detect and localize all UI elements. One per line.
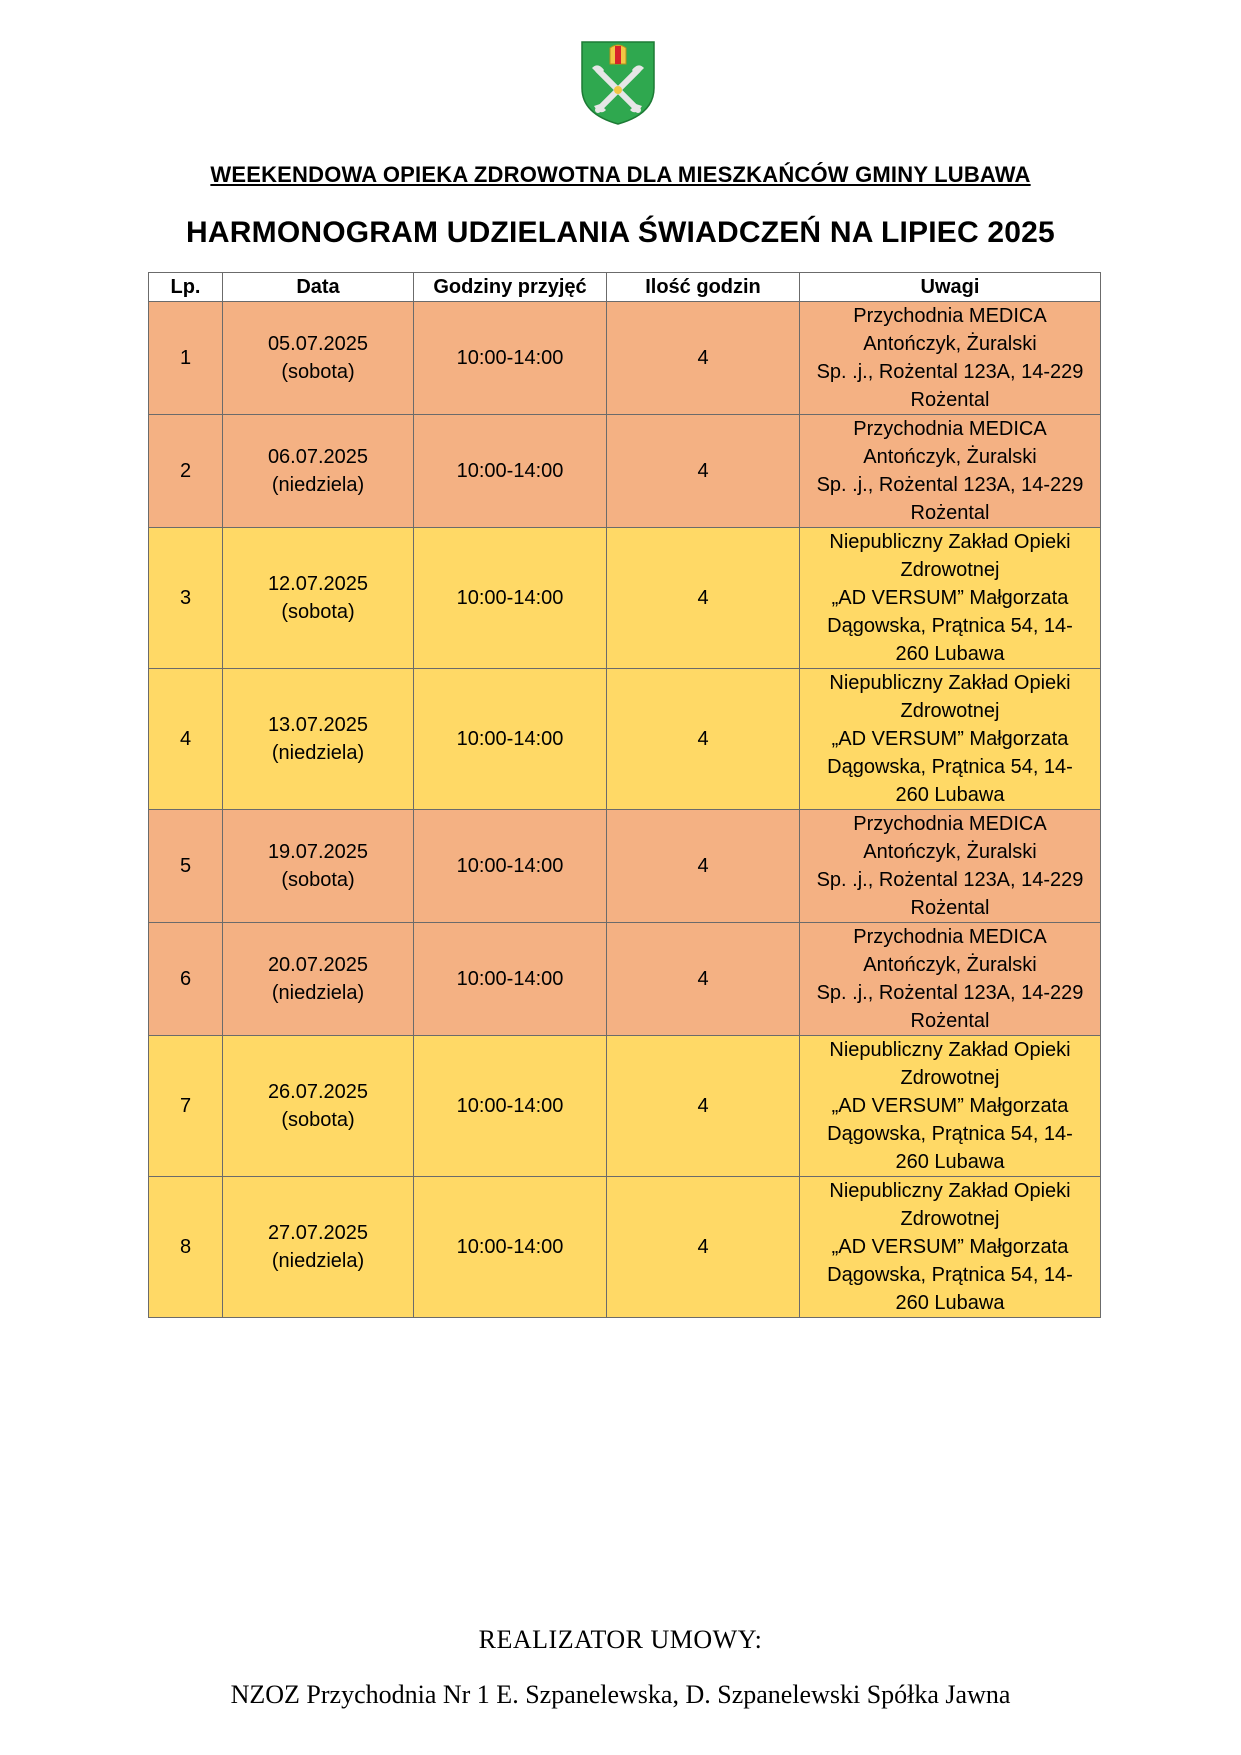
note-line: Antończyk, Żuralski — [863, 446, 1037, 468]
cell-hours: 10:00-14:00 — [414, 810, 607, 923]
cell-hour-count: 4 — [607, 415, 800, 528]
schedule-table — [148, 272, 1101, 1318]
note-line: „AD VERSUM” Małgorzata — [831, 587, 1069, 609]
column-header-hours: Godziny przyjęć — [414, 273, 607, 302]
note-line: Niepubliczny Zakład Opieki — [829, 1180, 1071, 1202]
cell-notes — [800, 528, 1101, 669]
cell-lp: 2 — [149, 415, 223, 528]
day-of-week: (niedziela) — [271, 982, 365, 1004]
cell-notes — [800, 923, 1101, 1036]
document-title: HARMONOGRAM UDZIELANIA ŚWIADCZEŃ NA LIPIEC 2025 — [186, 216, 1055, 249]
cell-date — [223, 1036, 414, 1177]
cell-hour-count: 4 — [607, 302, 800, 415]
note-line: Sp. .j., Rożental 123A, 14-229 — [816, 869, 1084, 891]
cell-hour-count: 4 — [607, 923, 800, 1036]
table-row — [149, 810, 1101, 923]
note-line: Dągowska, Prątnica 54, 14- — [827, 1123, 1073, 1145]
cell-lp: 7 — [149, 1036, 223, 1177]
note-line: Niepubliczny Zakład Opieki — [829, 672, 1071, 694]
cell-hours: 10:00-14:00 — [414, 302, 607, 415]
note-line: Rożental — [910, 389, 990, 411]
date-value: 19.07.2025 — [267, 841, 369, 863]
date-value: 13.07.2025 — [267, 714, 369, 736]
cell-hour-count: 4 — [607, 1036, 800, 1177]
note-line: Niepubliczny Zakład Opieki — [829, 531, 1071, 553]
date-value: 05.07.2025 — [267, 333, 369, 355]
cell-notes — [800, 415, 1101, 528]
table-row — [149, 528, 1101, 669]
note-line: „AD VERSUM” Małgorzata — [831, 1095, 1069, 1117]
note-line: Przychodnia MEDICA — [853, 926, 1047, 948]
table-row — [149, 302, 1101, 415]
cell-lp: 5 — [149, 810, 223, 923]
note-line: Przychodnia MEDICA — [853, 813, 1047, 835]
cell-hours: 10:00-14:00 — [414, 1177, 607, 1318]
day-of-week: (sobota) — [281, 601, 355, 623]
table-row — [149, 923, 1101, 1036]
cell-date — [223, 415, 414, 528]
note-line: Sp. .j., Rożental 123A, 14-229 — [816, 474, 1084, 496]
table-header-row — [149, 273, 1101, 302]
note-line: Zdrowotnej — [900, 559, 1000, 581]
cell-hours: 10:00-14:00 — [414, 528, 607, 669]
date-value: 20.07.2025 — [267, 954, 369, 976]
note-line: Zdrowotnej — [900, 700, 1000, 722]
table-row — [149, 415, 1101, 528]
cell-lp: 4 — [149, 669, 223, 810]
column-header-lp: Lp. — [149, 273, 223, 302]
cell-lp: 8 — [149, 1177, 223, 1318]
table-row — [149, 1036, 1101, 1177]
note-line: „AD VERSUM” Małgorzata — [831, 1236, 1069, 1258]
day-of-week: (sobota) — [281, 869, 355, 891]
note-line: 260 Lubawa — [895, 1151, 1005, 1173]
note-line: 260 Lubawa — [895, 1292, 1005, 1314]
day-of-week: (niedziela) — [271, 474, 365, 496]
cell-date — [223, 1177, 414, 1318]
note-line: 260 Lubawa — [895, 643, 1005, 665]
cell-date — [223, 528, 414, 669]
table-row — [149, 1177, 1101, 1318]
date-value: 26.07.2025 — [267, 1081, 369, 1103]
note-line: Dągowska, Prątnica 54, 14- — [827, 756, 1073, 778]
cell-notes — [800, 1036, 1101, 1177]
note-line: Przychodnia MEDICA — [853, 418, 1047, 440]
cell-hours: 10:00-14:00 — [414, 1036, 607, 1177]
note-line: Przychodnia MEDICA — [853, 305, 1047, 327]
cell-hour-count: 4 — [607, 1177, 800, 1318]
note-line: Sp. .j., Rożental 123A, 14-229 — [816, 361, 1084, 383]
note-line: 260 Lubawa — [895, 784, 1005, 806]
note-line: Zdrowotnej — [900, 1067, 1000, 1089]
cell-hours: 10:00-14:00 — [414, 669, 607, 810]
day-of-week: (sobota) — [281, 1109, 355, 1131]
document-subtitle: WEEKENDOWA OPIEKA ZDROWOTNA DLA MIESZKAŃCÓW GMINY LUBAWA — [210, 162, 1031, 187]
contractor-name: NZOZ Przychodnia Nr 1 E. Szpanelewska, D. Szpanelewski Spółka Jawna — [230, 1680, 1011, 1709]
table-row — [149, 669, 1101, 810]
column-header-hour-count: Ilość godzin — [607, 273, 800, 302]
date-value: 12.07.2025 — [267, 573, 369, 595]
note-line: Rożental — [910, 502, 990, 524]
cell-hour-count: 4 — [607, 810, 800, 923]
cell-notes — [800, 302, 1101, 415]
cell-notes — [800, 810, 1101, 923]
cell-date — [223, 302, 414, 415]
cell-hours: 10:00-14:00 — [414, 415, 607, 528]
contractor-heading: REALIZATOR UMOWY: — [478, 1625, 763, 1654]
cell-lp: 1 — [149, 302, 223, 415]
column-header-date: Data — [223, 273, 414, 302]
cell-lp: 6 — [149, 923, 223, 1036]
cell-hours: 10:00-14:00 — [414, 923, 607, 1036]
note-line: Dągowska, Prątnica 54, 14- — [827, 1264, 1073, 1286]
date-value: 27.07.2025 — [267, 1222, 369, 1244]
cell-lp: 3 — [149, 528, 223, 669]
day-of-week: (niedziela) — [271, 1250, 365, 1272]
column-header-notes: Uwagi — [800, 273, 1101, 302]
cell-hour-count: 4 — [607, 669, 800, 810]
note-line: Dągowska, Prątnica 54, 14- — [827, 615, 1073, 637]
cell-date — [223, 810, 414, 923]
cell-notes — [800, 1177, 1101, 1318]
day-of-week: (niedziela) — [271, 742, 365, 764]
note-line: „AD VERSUM” Małgorzata — [831, 728, 1069, 750]
coat-of-arms-icon — [580, 40, 656, 126]
cell-date — [223, 669, 414, 810]
note-line: Niepubliczny Zakład Opieki — [829, 1039, 1071, 1061]
note-line: Antończyk, Żuralski — [863, 841, 1037, 863]
note-line: Zdrowotnej — [900, 1208, 1000, 1230]
day-of-week: (sobota) — [281, 361, 355, 383]
note-line: Sp. .j., Rożental 123A, 14-229 — [816, 982, 1084, 1004]
note-line: Antończyk, Żuralski — [863, 954, 1037, 976]
cell-date — [223, 923, 414, 1036]
note-line: Rożental — [910, 1010, 990, 1032]
cell-notes — [800, 669, 1101, 810]
note-line: Rożental — [910, 897, 990, 919]
date-value: 06.07.2025 — [267, 446, 369, 468]
note-line: Antończyk, Żuralski — [863, 333, 1037, 355]
cell-hour-count: 4 — [607, 528, 800, 669]
